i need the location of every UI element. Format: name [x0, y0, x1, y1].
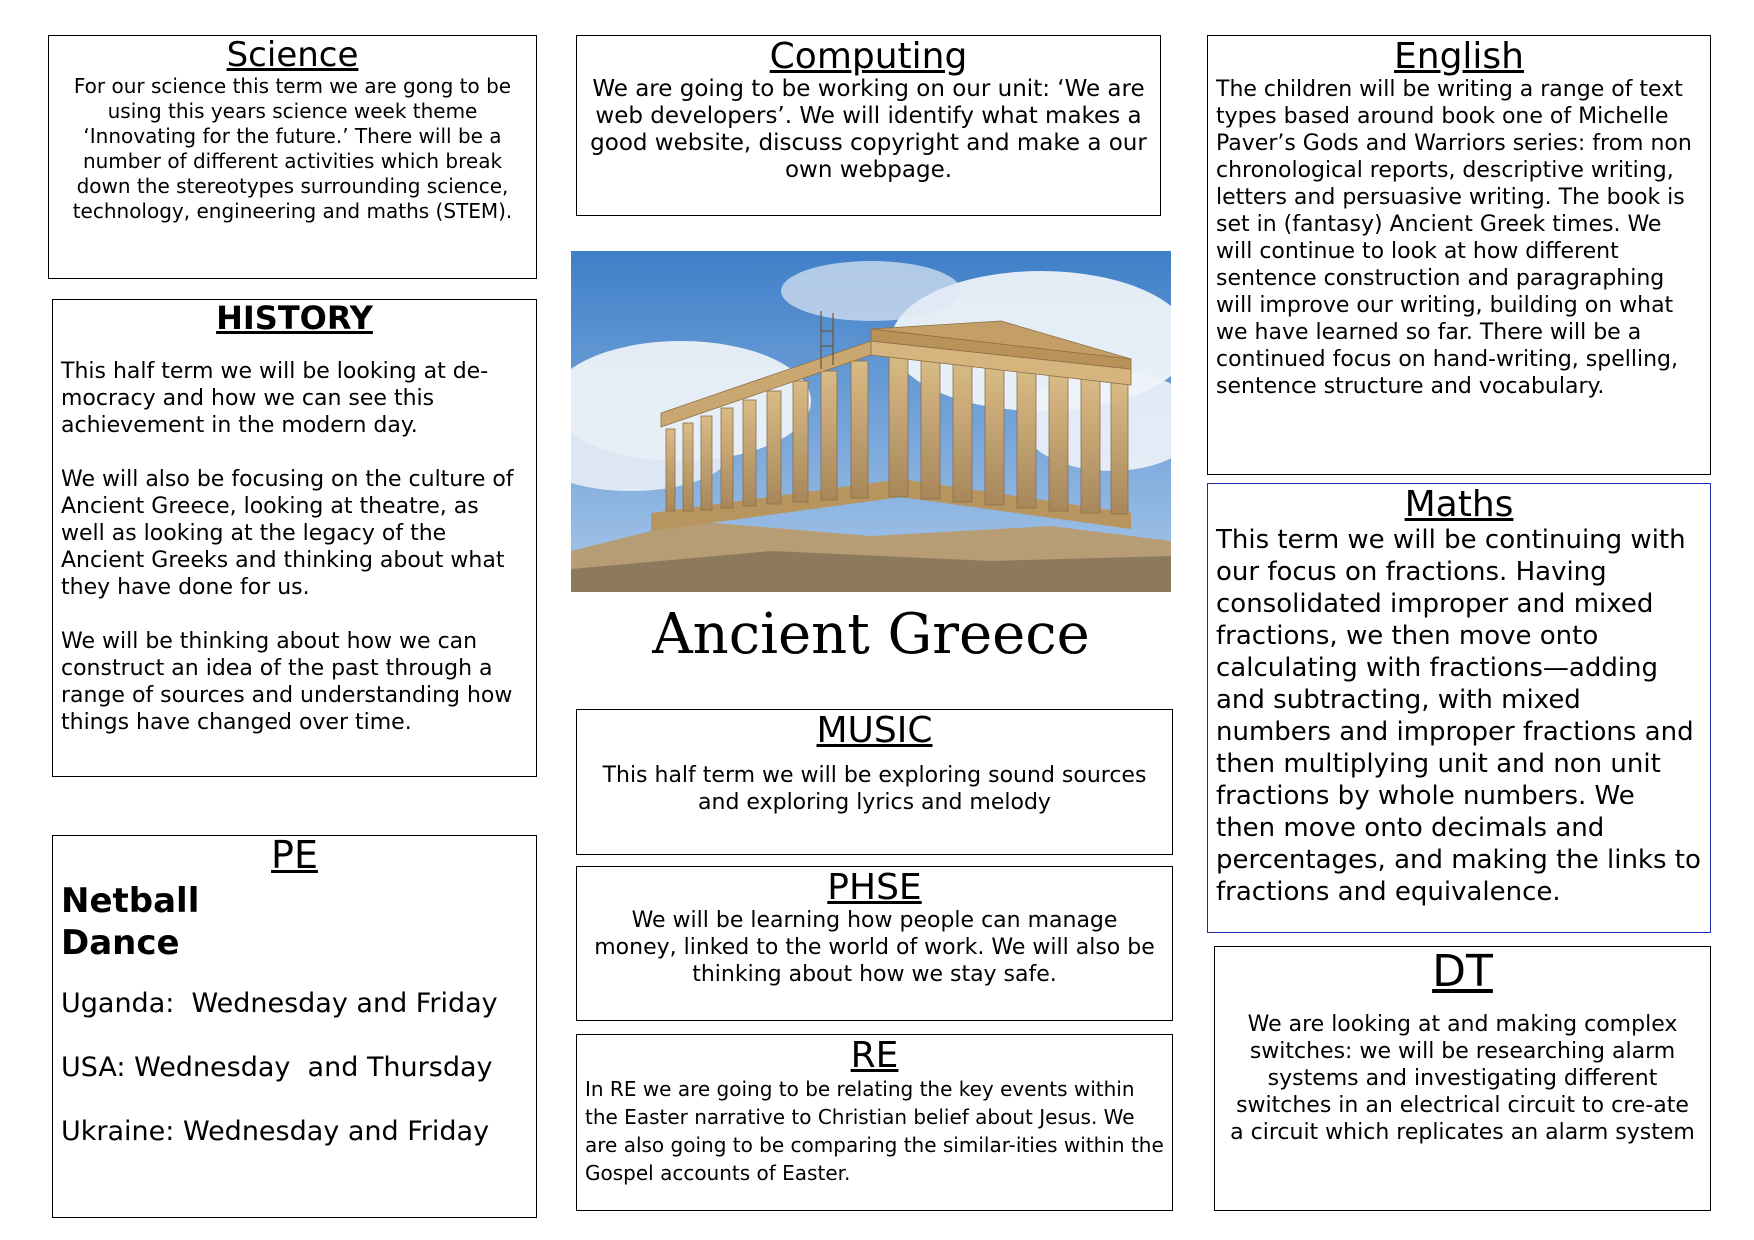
maths-text: This term we will be continuing with our focus on fractions. Having consolidated improper and mixed fractions, we then move onto calculating with fractions—adding and subtracting, with mixed numbers and improper fractions and then multiplying unit and non unit fractions by whole numbers. We then move onto decimals and percentages, and making the links to fractions and equivalence. [1216, 524, 1701, 907]
parthenon-image [571, 251, 1171, 592]
english-title: English [1394, 36, 1524, 77]
phse-panel [576, 866, 1173, 1021]
history-paragraph-1: This half term we will be looking at de-mocracy and how we can see this achievement in the modern day. [61, 358, 489, 438]
computing-title: Computing [769, 36, 968, 77]
computing-text: We are going to be working on our unit: ‘We are web developers’. We will identify what makes a good website, discuss copyright and make a our own webpage. [590, 75, 1147, 183]
dt-panel [1214, 946, 1711, 1211]
history-paragraph-2: We will also be focusing on the culture of Ancient Greece, looking at theatre, as well as looking at the legacy of the Ancient Greeks and thinking about what they have done for us. [61, 466, 514, 600]
phse-text: We will be learning how people can manage money, linked to the world of work. We will also be thinking about how we stay safe. [594, 907, 1155, 987]
history-panel [52, 299, 537, 777]
science-panel [48, 35, 537, 279]
dt-title: DT [1432, 946, 1493, 997]
maths-panel [1207, 483, 1711, 933]
re-text: In RE we are going to be relating the key events within the Easter narrative to Christian belief about Jesus. We are also going to be comparing the similar-ities within the Gospel accounts of Easter. [585, 1076, 1164, 1185]
pe-title: PE [271, 833, 318, 877]
music-panel [576, 709, 1173, 855]
music-text: This half term we will be exploring sound sources and exploring lyrics and melody [602, 762, 1147, 815]
pe-sport-netball: Netball [61, 880, 200, 921]
pe-schedule-usa: USA: Wednesday and Thursday [61, 1051, 493, 1083]
dt-text: We are looking at and making complex switches: we will be researching alarm systems and investigating different switches in an electrical circuit to cre-ate a circuit which replicates an alarm system [1230, 1012, 1695, 1146]
music-title: MUSIC [816, 710, 933, 751]
re-panel [576, 1034, 1173, 1211]
history-paragraph-3: We will be thinking about how we can construct an idea of the past through a range of sources and understanding how things have changed over time. [61, 628, 513, 735]
phse-title: PHSE [827, 867, 922, 908]
pe-schedule-uganda: Uganda: Wednesday and Friday [61, 987, 498, 1019]
english-panel [1207, 35, 1711, 475]
re-title: RE [850, 1035, 899, 1076]
pe-schedule-ukraine: Ukraine: Wednesday and Friday [61, 1115, 490, 1147]
history-title: HISTORY [216, 299, 373, 337]
topic-title: Ancient Greece [652, 602, 1090, 667]
pe-panel [52, 835, 537, 1218]
english-text: The children will be writing a range of text types based around book one of Michelle Paver’s Gods and Warriors series: from non chronological reports, descriptive writing, letters and persuasive writing. The book is set in (fantasy) Ancient Greek times. We will continue to look at how different sentence construction and paragraphing will improve our writing, building on what we have learned so far. There will be a continued focus on hand-writing, spelling, sentence structure and vocabulary. [1216, 76, 1692, 399]
pe-sport-dance: Dance [61, 922, 180, 963]
parthenon-illustration [571, 251, 1171, 592]
science-text: For our science this term we are gong to be using this years science week theme ‘Innovating for the future.’ There will be a number of different activities which break down the stereotypes surrounding science, technology, engineering and maths (STEM). [72, 73, 513, 223]
science-title: Science [226, 35, 359, 75]
maths-title: Maths [1404, 484, 1514, 525]
computing-panel [576, 35, 1161, 216]
